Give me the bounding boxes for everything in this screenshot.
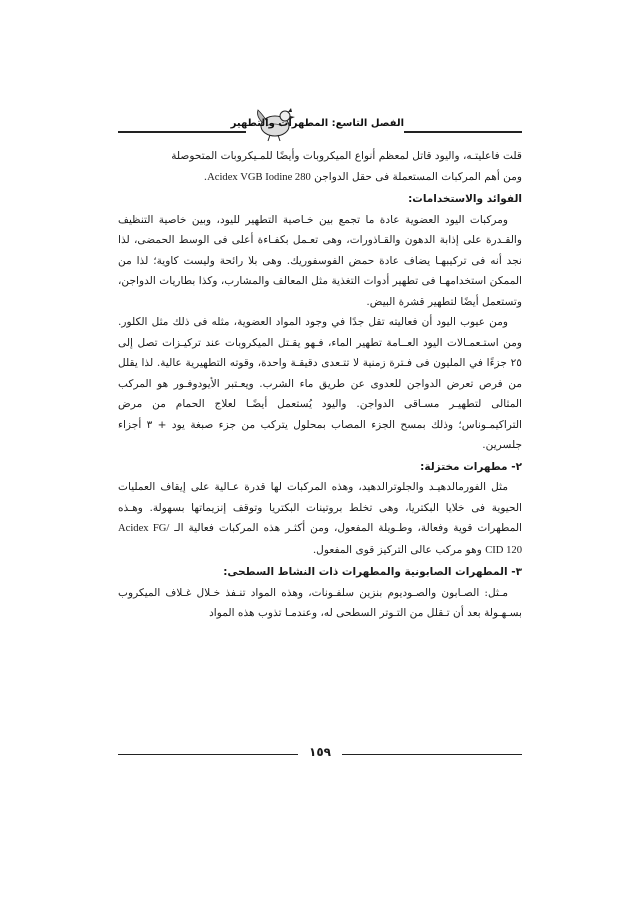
page-body xyxy=(118,146,522,666)
heading-reduced-disinfectants: ٢- مطهرات مختزلة: xyxy=(420,460,522,473)
page-footer xyxy=(118,745,522,765)
page-number: ١٥٩ xyxy=(309,745,331,759)
paragraph-drawbacks: ومن عيوب اليود أن فعاليته تقل جدًا في وجود المواد العضوية، مثله فى ذلك مثل الكلور. ومن استـعمـالات اليود العــامة تطهير الماء، فـهو يقـتل الميكروبات عند تركيـزات تصل إلى ٢٥ جزءًا في المليون فى فـترة زمنية لا تتـعدى دقيقـة واحدة، وقوته التطهيرية عالية. لذا يقلل من فرص تعرض الدواجن للعدوى عن طريق ماء الشرب. ويعـتبر الأيودوفـور هو المركب المثالى لتطهيـر مسـاقى الدواجن. واليود يُستعمل أيضًـا لعلاج الحمام من مرض التراكيمـوناس؛ وذلك بمسح الجزء المصاب بمحلول يتركب من جزء صبغة يود + ٣ أجزاء جلسرين. xyxy=(118,316,522,451)
product-name-fg: Acidex FG/ CID 120 xyxy=(118,523,522,556)
header-rule-right xyxy=(404,131,522,133)
intro-paragraph-line-1 xyxy=(118,146,522,167)
product-name-iodine: Acidex VGB Iodine 280 xyxy=(207,171,311,183)
chapter-title: الفصل التاسع: المطهرات والتطهير xyxy=(230,118,404,129)
paragraph-soap-disinfectants: مـثل: الصـابون والصـوديوم بنزين سلفـونات، وهذه المواد تنـفذ خـلال غـلاف الميكروب بسـهـولة بعد أن تـقلل من التـوتر السطحى له، وعندمـا تذوب هذه المواد xyxy=(118,586,522,619)
intro-text-2: ومن أهم المركبات المستعملة فى حقل الدواجن xyxy=(310,170,522,183)
intro-paragraph-line-2 xyxy=(118,167,522,189)
paragraph-reduced-disinfectants xyxy=(118,477,522,561)
running-header xyxy=(118,104,522,142)
footer-rule-right xyxy=(342,754,522,755)
reduced-text: مثل الفورمالدهيـد والجلوترالدهيد، وهذه المركبات لها قدرة عـالية على إيقاف العمليات الحيوية فى خلايا البكتريا، وهى تخلط بروتينات البكتريا وتوقف إنزيماتها بسهولة. وهـذه المطهرات قوية وفعالة، وطـويلة المفعول، ومن أكثـر هذه المركبات فعالية الـ xyxy=(118,481,523,534)
footer-rule-left xyxy=(118,754,298,755)
heading-soap-disinfectants: ٣- المطهرات الصابونية والمطهرات ذات النشاط السطحى: xyxy=(223,566,522,578)
reduced-text-end: وهو مركب عالى التركيز قوى المفعول. xyxy=(312,543,486,556)
intro-text-1: قلت فاعليتـه، واليود قاتل لمعظم أنواع الميكروبات وأيضًا للمـيكروبات المتحوصلة xyxy=(171,150,522,162)
paragraph-uses: ومركبات اليود العضوية عادة ما تجمع بين خـاصية التطهير لليود، وبين خاصية التنظيف والقـدرة على إذابة الدهون والقـاذورات، وهى تعـمل بكفـاءة أعلى فى الوسط الحمضى، لذا نجد أنه فى تركيبهـا يضاف عادة حمض الفوسفوريك. وهى بلا رائحة وليست كاوية؛ لذا من الممكن استخدامهـا فى تطهير أدوات التغذية مثل المعالف والمشارب، وكذا بطاريات الدواجن، وتستعمل أيضًا لتطهير قشرة البيض. xyxy=(118,213,522,308)
header-rule-left xyxy=(118,131,246,133)
intro-text-2-end: . xyxy=(203,170,208,183)
heading-uses: الفوائد والاستخدامات: xyxy=(408,193,522,205)
